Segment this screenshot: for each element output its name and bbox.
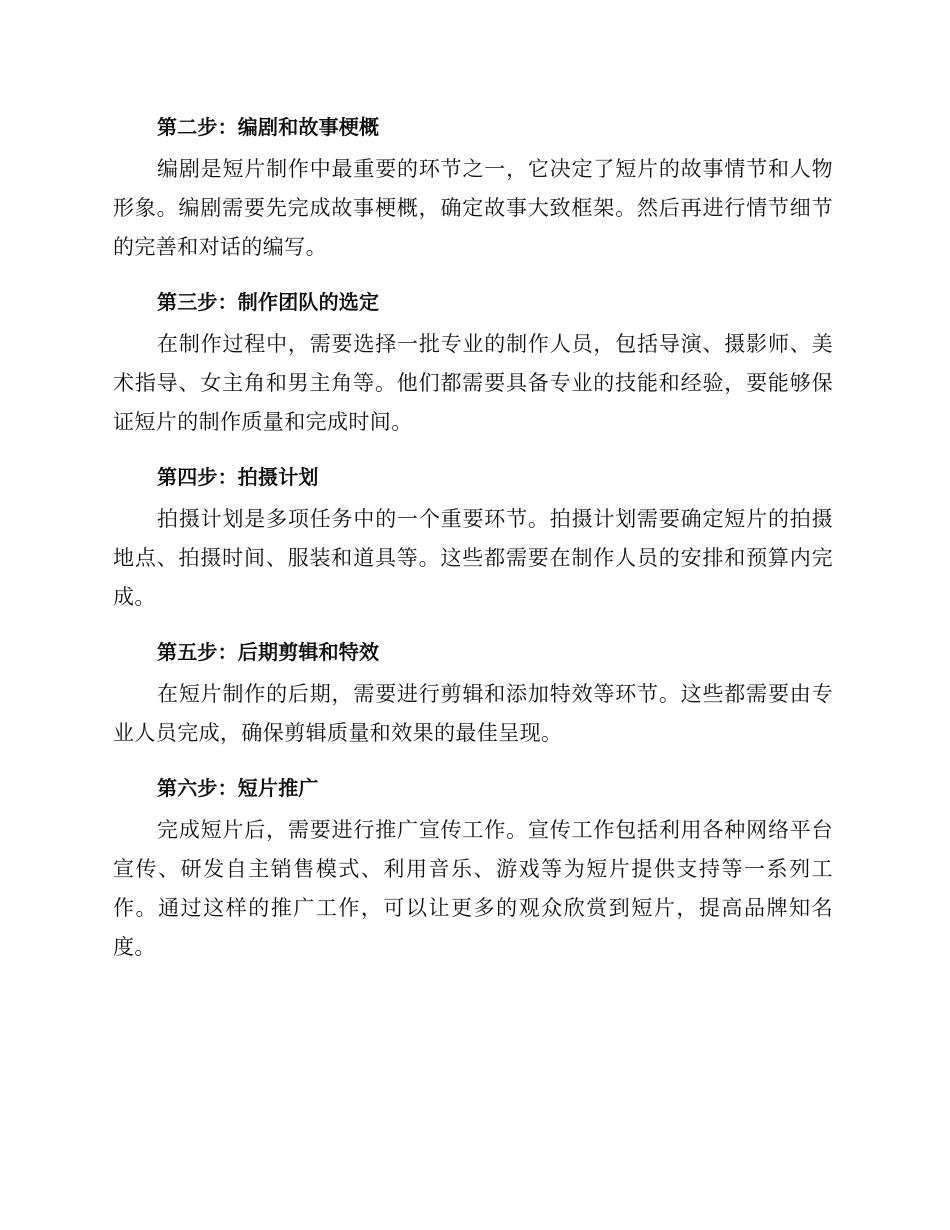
section-heading: 第四步：拍摄计划 <box>157 465 319 489</box>
section-step-6 <box>113 765 833 967</box>
section-step-5 <box>113 629 833 753</box>
section-paragraph: 在制作过程中，需要选择一批专业的制作人员，包括导演、摄影师、美术指导、女主角和男主角等。他们都需要具备专业的技能和经验，要能够保证短片的制作质量和完成时间。 <box>113 332 833 434</box>
section-paragraph: 完成短片后，需要进行推广宣传工作。宣传工作包括利用各种网络平台宣传、研发自主销售模式、利用音乐、游戏等为短片提供支持等一系列工作。通过这样的推广工作，可以让更多的观众欣赏到短片，提高品牌知名度。 <box>113 818 833 959</box>
document-body <box>113 104 833 979</box>
section-paragraph: 编剧是短片制作中最重要的环节之一，它决定了短片的故事情节和人物形象。编剧需要先完成故事梗概，确定故事大致框架。然后再进行情节细节的完善和对话的编写。 <box>113 157 833 259</box>
section-paragraph: 拍摄计划是多项任务中的一个重要环节。拍摄计划需要确定短片的拍摄地点、拍摄时间、服装和道具等。这些都需要在制作人员的安排和预算内完成。 <box>113 507 833 609</box>
section-heading: 第五步：后期剪辑和特效 <box>157 640 380 664</box>
section-heading: 第三步：制作团队的选定 <box>157 290 380 314</box>
section-step-4 <box>113 454 833 617</box>
section-heading: 第六步：短片推广 <box>157 776 319 800</box>
section-paragraph: 在短片制作的后期，需要进行剪辑和添加特效等环节。这些都需要由专业人员完成，确保剪辑质量和效果的最佳呈现。 <box>113 682 833 745</box>
section-step-2 <box>113 104 833 267</box>
section-step-3 <box>113 279 833 442</box>
section-heading: 第二步：编剧和故事梗概 <box>157 115 380 139</box>
